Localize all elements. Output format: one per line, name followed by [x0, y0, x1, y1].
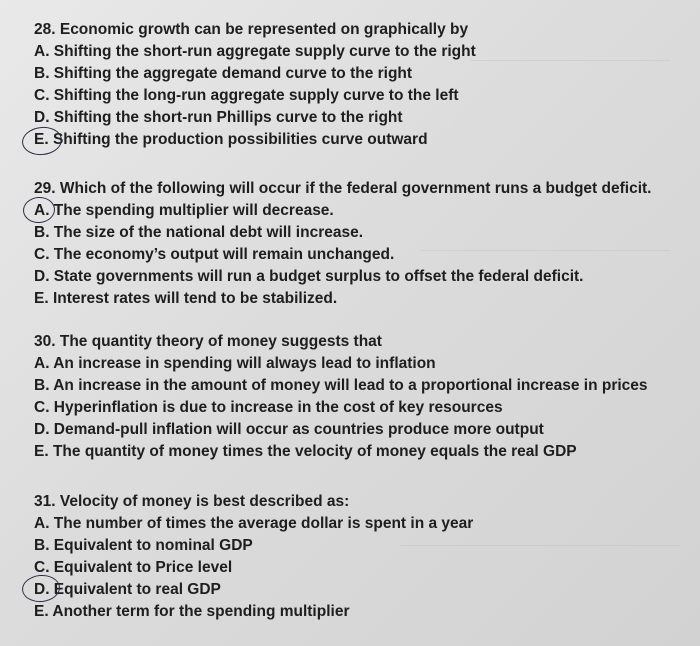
- option-a: A. The spending multiplier will decrease.: [34, 202, 334, 219]
- option-b: B. An increase in the amount of money will lead to a proportional increase in prices: [34, 377, 648, 394]
- option-b: B. Equivalent to nominal GDP: [34, 537, 253, 554]
- option-d: D. Equivalent to real GDP: [34, 581, 221, 598]
- option-d: D. State governments will run a budget surplus to offset the federal deficit.: [34, 268, 584, 285]
- option-b: B. The size of the national debt will increase.: [34, 224, 364, 241]
- question-stem: 31. Velocity of money is best described as:: [34, 493, 350, 510]
- option-e: E. The quantity of money times the velocity of money equals the real GDP: [34, 443, 577, 460]
- option-a: A. The number of times the average dollar is spent in a year: [34, 515, 474, 532]
- question-30: [34, 331, 684, 463]
- option-c: C. The economy’s output will remain unchanged.: [34, 246, 395, 263]
- question-31: [34, 491, 684, 623]
- question-28: [34, 19, 684, 151]
- option-c: C. Shifting the long-run aggregate supply curve to the left: [34, 87, 459, 104]
- option-b: B. Shifting the aggregate demand curve to the right: [34, 65, 413, 82]
- option-e: E. Shifting the production possibilities curve outward: [34, 131, 428, 148]
- option-d: D. Shifting the short-run Phillips curve to the right: [34, 109, 403, 126]
- option-a: A. An increase in spending will always lead to inflation: [34, 355, 436, 372]
- option-c: C. Equivalent to Price level: [34, 559, 233, 576]
- option-e: E. Another term for the spending multiplier: [34, 603, 350, 620]
- question-29: [34, 178, 684, 310]
- option-c: C. Hyperinflation is due to increase in the cost of key resources: [34, 399, 503, 416]
- option-a: A. Shifting the short-run aggregate supply curve to the right: [34, 43, 476, 60]
- question-stem: 29. Which of the following will occur if the federal government runs a budget deficit.: [34, 180, 652, 197]
- option-e: E. Interest rates will tend to be stabilized.: [34, 290, 338, 307]
- question-stem: 28. Economic growth can be represented on graphically by: [34, 21, 469, 38]
- option-d: D. Demand-pull inflation will occur as countries produce more output: [34, 421, 544, 438]
- question-stem: 30. The quantity theory of money suggests that: [34, 333, 382, 350]
